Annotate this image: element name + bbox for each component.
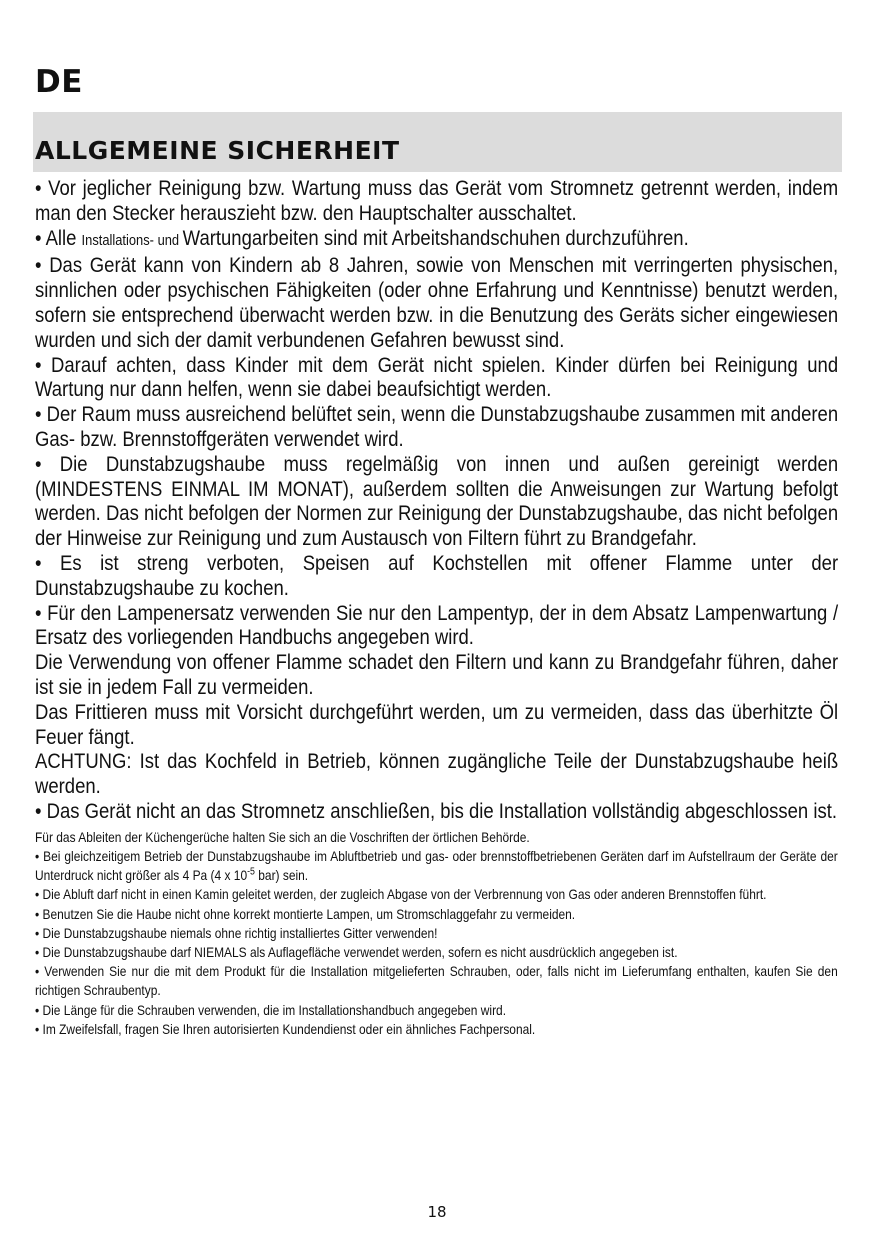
small-paragraph: • Die Abluft darf nicht in einen Kamin geleitet werden, der zugleich Abgase von der Verbrennung von Gas oder anderen Brennstoffen führt.	[35, 887, 767, 903]
small-paragraph: Für das Ableiten der Küchengerüche halten Sie sich an die Voschriften der örtlichen Behörde.	[35, 829, 530, 845]
page-number: 18	[427, 1203, 447, 1221]
safety-list-large	[35, 176, 838, 824]
small-paragraph: • Die Dunstabzugshaube darf NIEMALS als Auflagefläche verwendet werden, sofern es nicht ausdrücklich angegeben ist.	[35, 944, 678, 960]
paragraph	[35, 226, 838, 254]
paragraph: • Die Dunstabzugshaube muss regelmäßig von innen und außen gereinigt werden (MINDESTENS EINMAL IM MONAT), außerdem sollten die Anweisungen zur Wartung befolgt werden. Das nicht befolgen der Normen zur Reinigung der Dunstabzugshaube, das nicht befolgen der Hinweise zur Reinigung und zum Austausch von Filtern führt zu Brandgefahr.	[35, 451, 839, 551]
paragraph: • Das Gerät nicht an das Stromnetz anschließen, bis die Installation vollständig abgeschlossen ist.	[35, 798, 837, 823]
paragraph-text: bar) sein.	[254, 868, 309, 884]
small-paragraph: • Die Länge für die Schrauben verwenden, die im Installationshandbuch angegeben wird.	[35, 1002, 507, 1018]
paragraph: • Es ist streng verboten, Speisen auf Kochstellen mit offener Flamme unter der Dunstabzugshaube zu kochen.	[35, 550, 839, 600]
small-paragraph: • Im Zweifelsfall, fragen Sie Ihren autorisierten Kundendienst oder ein ähnliches Fachpersonal.	[35, 1021, 536, 1037]
paragraph: • Der Raum muss ausreichend belüftet sein, wenn die Dunstabzugshaube zusammen mit anderen Gas- bzw. Brennstoffgeräten verwendet wird.	[35, 402, 839, 451]
paragraph: • Für den Lampenersatz verwenden Sie nur den Lampentyp, der in dem Absatz Lampenwartung / Ersatz des vorliegenden Handbuchs angegeben wird.	[35, 600, 839, 650]
small-paragraph	[35, 847, 838, 885]
small-paragraph: • Die Dunstabzugshaube niemals ohne richtig installiertes Gitter verwenden!	[35, 925, 438, 941]
superscript: -5	[247, 866, 255, 878]
section-title: ALLGEMEINE SICHERHEIT	[35, 136, 400, 165]
small-paragraph: • Benutzen Sie die Haube nicht ohne korrekt montierte Lampen, um Stromschlaggefahr zu vermeiden.	[35, 906, 576, 922]
paragraph: ACHTUNG: Ist das Kochfeld in Betrieb, können zugängliche Teile der Dunstabzugshaube heiß werden.	[35, 749, 839, 799]
paragraph-text: • Bei gleichzeitigem Betrieb der Dunstabzugshaube im Abluftbetrieb und gas- oder brennstoffbetriebenen Geräten darf im Aufstellraum der Geräte der Unterdruck nicht größer als 4 Pa (4 x 10	[35, 848, 838, 884]
paragraph: • Das Gerät kann von Kindern ab 8 Jahren, sowie von Menschen mit verringerten physischen, sinnlichen oder psychischen Fähigkeiten (oder ohne Erfahrung und Kenntnisse) benutzt werden, sofern sie entsprechend überwacht werden bzw. in die Benutzung des Geräts sicher eingewiesen wurden und sich der damit verbundenen Gefahren bewusst sind.	[35, 253, 839, 352]
paragraph: • Vor jeglicher Reinigung bzw. Wartung muss das Gerät vom Stromnetz getrennt werden, indem man den Stecker herauszieht bzw. den Hauptschalter ausschaltet.	[35, 176, 839, 225]
language-code: DE	[35, 64, 83, 100]
paragraph-suffix: Wartungarbeiten sind mit Arbeitshandschuhen durchzuführen.	[182, 225, 689, 250]
paragraph: Die Verwendung von offener Flamme schadet den Filtern und kann zu Brandgefahr führen, daher ist sie in jedem Fall zu vermeiden.	[35, 650, 839, 699]
paragraph: Das Frittieren muss mit Vorsicht durchgeführt werden, um zu vermeiden, dass das überhitzte Öl Feuer fängt.	[35, 699, 839, 749]
small-paragraph: • Verwenden Sie nur die mit dem Produkt für die Installation mitgelieferten Schrauben, oder, falls nicht im Lieferumfang enthalten, kaufen Sie den richtigen Schraubentyp.	[35, 964, 838, 999]
paragraph-small-text: Installations- und	[81, 231, 183, 249]
safety-list-small	[35, 828, 838, 1039]
document-body	[35, 176, 838, 1039]
paragraph-prefix: • Alle	[35, 225, 82, 250]
paragraph: • Darauf achten, dass Kinder mit dem Gerät nicht spielen. Kinder dürfen bei Reinigung und Wartung nur dann helfen, wenn sie dabei beaufsichtigt werden.	[35, 352, 839, 402]
